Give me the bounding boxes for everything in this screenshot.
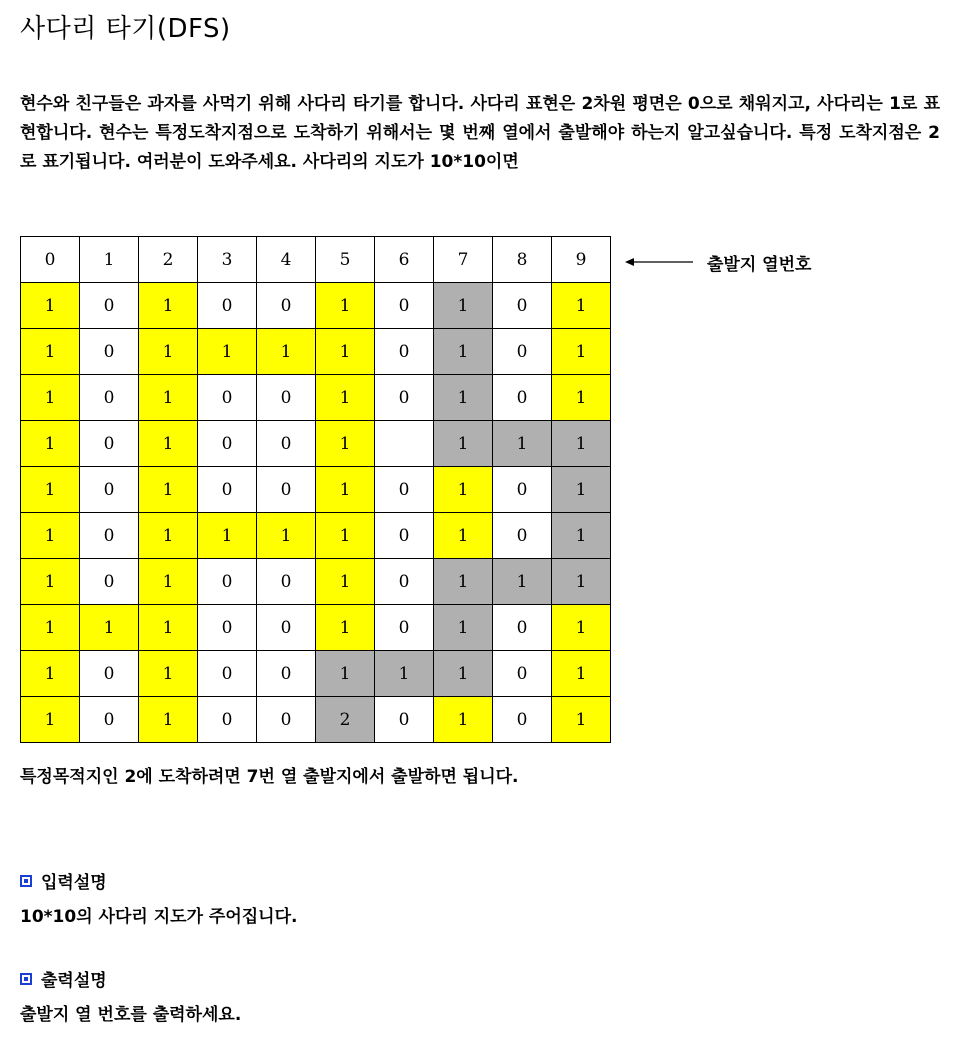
grid-cell: 1 bbox=[21, 375, 80, 421]
grid-row bbox=[21, 283, 611, 329]
grid-cell: 1 bbox=[21, 513, 80, 559]
grid-cell: 0 bbox=[493, 513, 552, 559]
grid-cell: 1 bbox=[552, 329, 611, 375]
grid-cell: 0 bbox=[80, 283, 139, 329]
grid-cell: 1 bbox=[316, 421, 375, 467]
grid-row bbox=[21, 513, 611, 559]
grid-cell: 1 bbox=[552, 375, 611, 421]
grid-cell: 0 bbox=[375, 467, 434, 513]
output-section-body: 출발지 열 번호를 출력하세요. bbox=[20, 1005, 242, 1025]
grid-cell: 1 bbox=[139, 697, 198, 743]
grid-cell: 0 bbox=[198, 421, 257, 467]
page-title: 사다리 타기(DFS) bbox=[20, 14, 231, 44]
grid-cell: 0 bbox=[375, 513, 434, 559]
grid-cell: 1 bbox=[552, 513, 611, 559]
grid-cell: 1 bbox=[434, 375, 493, 421]
grid-cell: 1 bbox=[21, 283, 80, 329]
grid-cell: 1 bbox=[139, 421, 198, 467]
grid-cell: 0 bbox=[375, 559, 434, 605]
grid-cell: 0 bbox=[493, 329, 552, 375]
grid-cell: 0 bbox=[257, 559, 316, 605]
grid-cell: 0 bbox=[257, 467, 316, 513]
grid-cell: 1 bbox=[434, 697, 493, 743]
grid-cell: 1 bbox=[316, 513, 375, 559]
grid-cell: 1 bbox=[434, 513, 493, 559]
input-section-body: 10*10의 사다리 지도가 주어집니다. bbox=[20, 907, 298, 927]
grid-cell: 0 bbox=[493, 697, 552, 743]
grid-cell: 1 bbox=[139, 513, 198, 559]
column-number-cell: 2 bbox=[139, 237, 198, 283]
grid-cell: 1 bbox=[493, 421, 552, 467]
column-number-cell: 5 bbox=[316, 237, 375, 283]
grid-cell: 1 bbox=[139, 283, 198, 329]
grid-cell: 1 bbox=[434, 329, 493, 375]
grid-cell: 1 bbox=[316, 375, 375, 421]
grid-cell: 0 bbox=[80, 697, 139, 743]
grid-row bbox=[21, 605, 611, 651]
grid-cell: 1 bbox=[316, 329, 375, 375]
grid-cell: 1 bbox=[80, 605, 139, 651]
grid-cell: 1 bbox=[552, 283, 611, 329]
grid-cell: 0 bbox=[198, 375, 257, 421]
grid-row bbox=[21, 559, 611, 605]
square-bullet-icon bbox=[20, 973, 32, 985]
start-column-annotation bbox=[625, 248, 811, 276]
left-arrow-icon bbox=[625, 256, 695, 268]
grid-cell: 1 bbox=[139, 467, 198, 513]
grid-cell: 0 bbox=[80, 375, 139, 421]
grid-cell: 0 bbox=[80, 421, 139, 467]
grid-cell: 1 bbox=[434, 283, 493, 329]
grid-cell: 1 bbox=[434, 651, 493, 697]
grid-cell: 0 bbox=[493, 467, 552, 513]
problem-description: 현수와 친구들은 과자를 사먹기 위해 사다리 타기를 합니다. 사다리 표현은 2차원 평면은 0으로 채워지고, 사다리는 1로 표현합니다. 현수는 특정도착지점으로 도착하기 위해서는 몇 번째 열에서 출발해야 하는지 알고싶습니다. 특정 도착지점은 2로 표기됩니다. 여러분이 도와주세요. 사다리의 지도가 10*10이면 bbox=[20, 94, 940, 172]
column-number-cell: 4 bbox=[257, 237, 316, 283]
column-number-cell: 6 bbox=[375, 237, 434, 283]
grid-cell: 1 bbox=[375, 651, 434, 697]
grid-cell: 0 bbox=[80, 559, 139, 605]
column-number-cell: 1 bbox=[80, 237, 139, 283]
grid-cell: 0 bbox=[375, 283, 434, 329]
grid-cell: 1 bbox=[434, 605, 493, 651]
column-number-cell: 8 bbox=[493, 237, 552, 283]
grid-cell: 1 bbox=[21, 421, 80, 467]
ladder-grid bbox=[20, 236, 611, 743]
grid-cell: 0 bbox=[257, 375, 316, 421]
grid-cell: 0 bbox=[80, 513, 139, 559]
grid-cell: 1 bbox=[434, 559, 493, 605]
grid-cell: 0 bbox=[375, 375, 434, 421]
grid-cell: 1 bbox=[139, 605, 198, 651]
square-bullet-icon bbox=[20, 875, 32, 887]
grid-cell: 0 bbox=[257, 697, 316, 743]
grid-row bbox=[21, 375, 611, 421]
grid-cell: 2 bbox=[316, 697, 375, 743]
grid-cell: 1 bbox=[139, 329, 198, 375]
grid-cell: 1 bbox=[198, 329, 257, 375]
column-number-cell: 3 bbox=[198, 237, 257, 283]
grid-cell: 1 bbox=[552, 697, 611, 743]
result-text: 특정목적지인 2에 도착하려면 7번 열 출발지에서 출발하면 됩니다. bbox=[20, 767, 519, 787]
grid-cell: 1 bbox=[316, 559, 375, 605]
grid-cell: 1 bbox=[139, 651, 198, 697]
grid-cell: 0 bbox=[198, 605, 257, 651]
grid-cell: 0 bbox=[257, 651, 316, 697]
grid-cell: 1 bbox=[21, 651, 80, 697]
grid-cell: 0 bbox=[80, 651, 139, 697]
grid-cell: 0 bbox=[257, 283, 316, 329]
grid-cell: 0 bbox=[198, 559, 257, 605]
grid-cell: 1 bbox=[316, 651, 375, 697]
grid-cell: 0 bbox=[198, 283, 257, 329]
grid-cell: 1 bbox=[316, 283, 375, 329]
grid-cell: 0 bbox=[80, 467, 139, 513]
grid-cell: 0 bbox=[493, 375, 552, 421]
grid-cell: 0 bbox=[257, 421, 316, 467]
grid-cell: 0 bbox=[198, 697, 257, 743]
grid-cell: 0 bbox=[198, 467, 257, 513]
grid-cell: 1 bbox=[21, 329, 80, 375]
grid-cell: 1 bbox=[139, 375, 198, 421]
start-column-label: 출발지 열번호 bbox=[707, 254, 812, 275]
grid-cell: 1 bbox=[316, 467, 375, 513]
output-section-heading bbox=[20, 966, 107, 991]
grid-cell bbox=[375, 421, 434, 467]
grid-cell: 1 bbox=[21, 559, 80, 605]
column-number-cell: 0 bbox=[21, 237, 80, 283]
grid-cell: 1 bbox=[257, 513, 316, 559]
grid-header-row bbox=[21, 237, 611, 283]
grid-cell: 1 bbox=[552, 467, 611, 513]
input-section-title: 입력설명 bbox=[41, 873, 107, 893]
grid-cell: 0 bbox=[375, 329, 434, 375]
grid-cell: 0 bbox=[257, 605, 316, 651]
grid-cell: 1 bbox=[21, 697, 80, 743]
input-section-heading bbox=[20, 868, 107, 893]
grid-cell: 1 bbox=[198, 513, 257, 559]
grid-cell: 1 bbox=[21, 605, 80, 651]
grid-cell: 1 bbox=[552, 421, 611, 467]
grid-cell: 1 bbox=[257, 329, 316, 375]
grid-cell: 0 bbox=[80, 329, 139, 375]
grid-cell: 1 bbox=[139, 559, 198, 605]
output-section-title: 출력설명 bbox=[41, 971, 107, 991]
grid-cell: 0 bbox=[375, 605, 434, 651]
column-number-cell: 7 bbox=[434, 237, 493, 283]
grid-cell: 1 bbox=[552, 605, 611, 651]
grid-cell: 1 bbox=[316, 605, 375, 651]
grid-cell: 1 bbox=[434, 421, 493, 467]
grid-row bbox=[21, 421, 611, 467]
grid-cell: 1 bbox=[552, 651, 611, 697]
grid-cell: 1 bbox=[434, 467, 493, 513]
grid-cell: 0 bbox=[493, 283, 552, 329]
grid-cell: 1 bbox=[493, 559, 552, 605]
grid-row bbox=[21, 467, 611, 513]
grid-cell: 0 bbox=[493, 651, 552, 697]
grid-cell: 1 bbox=[21, 467, 80, 513]
grid-cell: 1 bbox=[552, 559, 611, 605]
column-number-cell: 9 bbox=[552, 237, 611, 283]
grid-cell: 0 bbox=[375, 697, 434, 743]
grid-row bbox=[21, 651, 611, 697]
grid-cell: 0 bbox=[198, 651, 257, 697]
grid-row bbox=[21, 697, 611, 743]
grid-cell: 0 bbox=[493, 605, 552, 651]
grid-row bbox=[21, 329, 611, 375]
